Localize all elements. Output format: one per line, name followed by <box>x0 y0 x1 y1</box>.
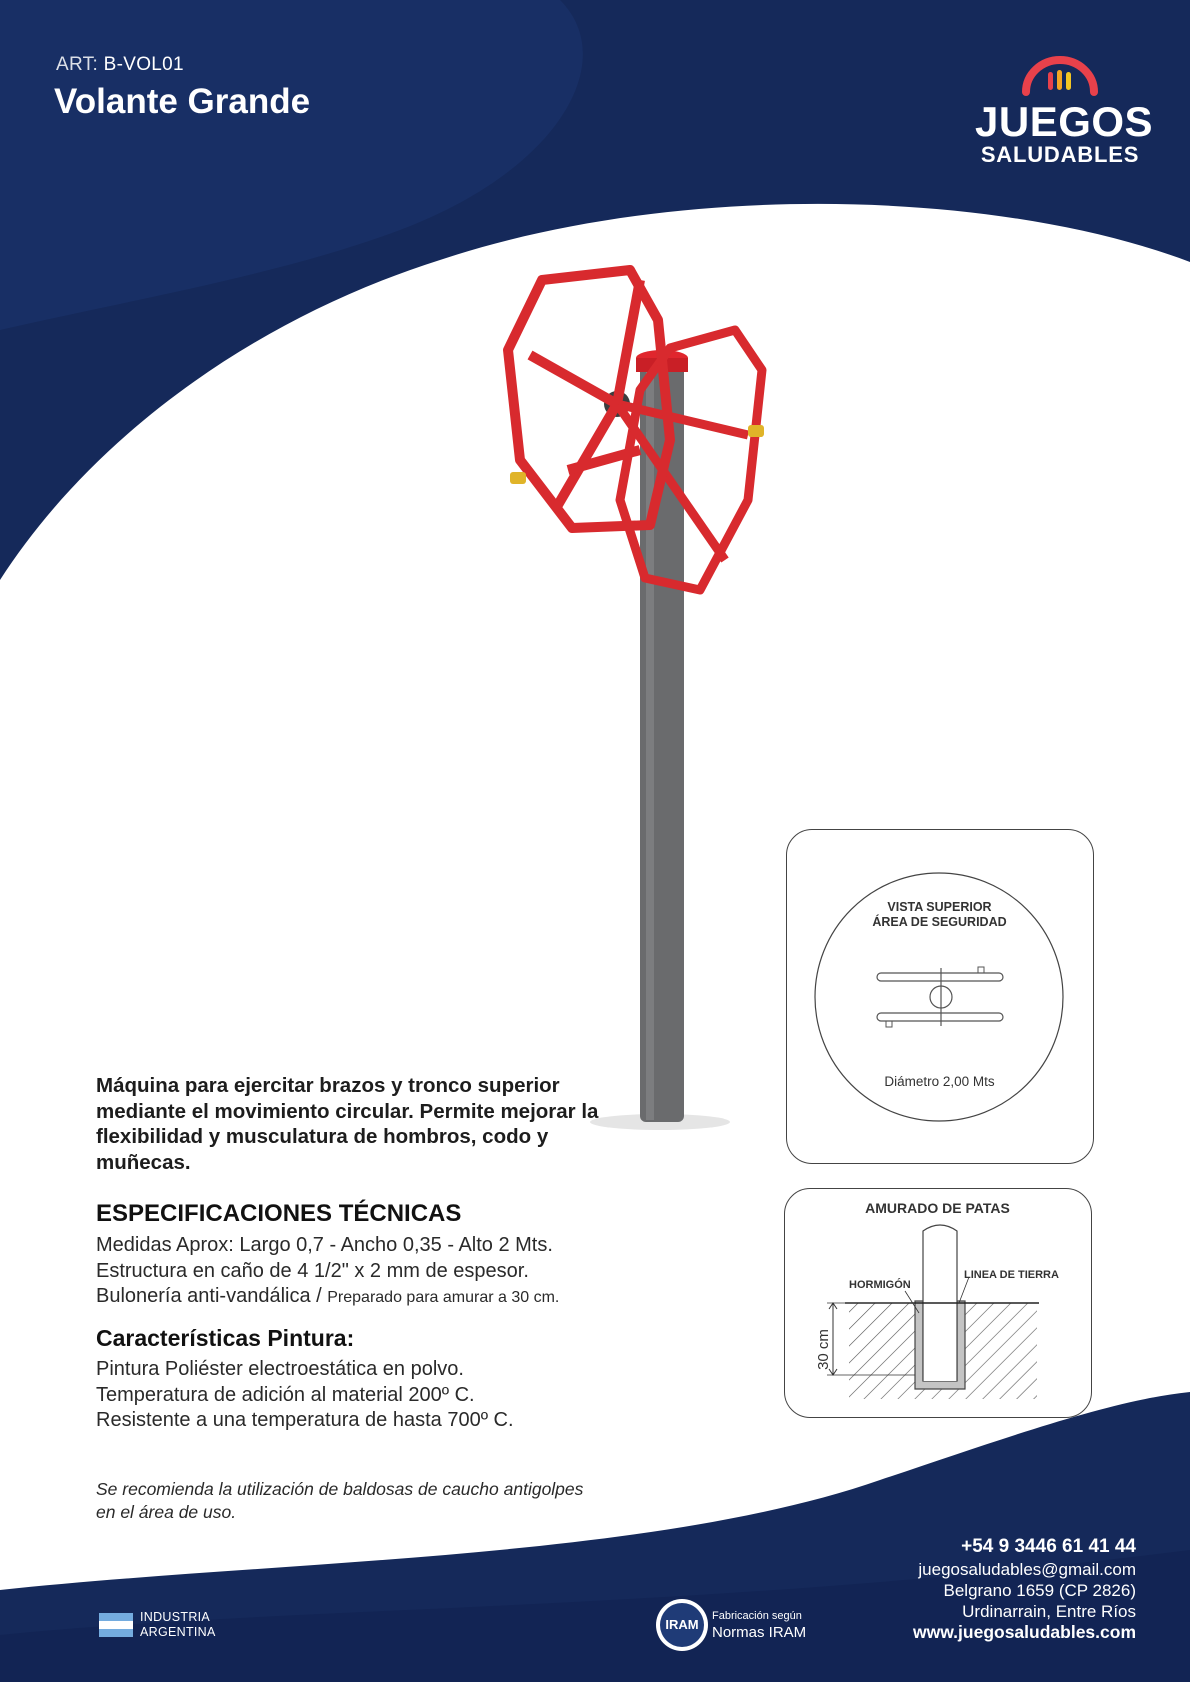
industria-line2: ARGENTINA <box>140 1625 216 1639</box>
paint-temperature: Temperatura de adición al material 200º C. <box>96 1383 475 1406</box>
logo-word-saludables: SALUDABLES <box>980 142 1140 167</box>
safety-title-line2: ÁREA DE SEGURIDAD <box>872 915 1007 929</box>
ground-line-label: LINEA DE TIERRA <box>964 1269 1059 1281</box>
paint-resistance: Resistente a una temperatura de hasta 700º C. <box>96 1409 514 1431</box>
foundation-title: AMURADO DE PATAS <box>865 1200 1010 1216</box>
contact-address-line2: Urdinarrain, Entre Ríos <box>962 1602 1136 1621</box>
pole-highlight <box>646 360 654 1120</box>
spec-hardware-note: Preparado para amurar a 30 cm. <box>327 1289 560 1306</box>
spec-dimensions: Medidas Aprox: Largo 0,7 - Ancho 0,35 - Alto 2 Mts. <box>96 1234 553 1256</box>
safety-area-box <box>786 829 1094 1164</box>
product-image <box>480 260 820 1140</box>
foundation-box <box>784 1188 1092 1418</box>
spec-structure: Estructura en caño de 4 1/2" x 2 mm de espesor. <box>96 1259 529 1282</box>
safety-area-title <box>787 900 1092 930</box>
safety-title-line1: VISTA SUPERIOR <box>887 900 992 914</box>
contact-website[interactable]: www.juegosaludables.com <box>912 1622 1136 1642</box>
contact-block <box>913 1535 1136 1643</box>
handle-left <box>510 472 526 484</box>
brand-logo <box>975 52 1154 172</box>
iram-logo-icon <box>656 1599 708 1651</box>
depth-label: 30 cm <box>814 1329 832 1370</box>
safety-area-diagram <box>787 830 1092 1162</box>
specs-heading: ESPECIFICACIONES TÉCNICAS <box>96 1200 462 1227</box>
logo-word-juegos: JUEGOS <box>975 98 1154 145</box>
spec-hardware-main: Bulonería anti-vandálica / <box>96 1285 328 1307</box>
iram-line1: Fabricación según <box>712 1610 802 1622</box>
foundation-diagram <box>785 1189 1090 1417</box>
paint-heading: Características Pintura: <box>96 1325 355 1351</box>
product-description: Máquina para ejercitar brazos y tronco superior mediante el movimiento circular. Permite mejorar la flexibilidad y musculatura de hombros, codo y muñecas. <box>96 1074 599 1174</box>
logo-arc-icon <box>1020 52 1100 96</box>
argentina-flag-icon <box>99 1613 133 1637</box>
recommendation-note: Se recomienda la utilización de baldosas de caucho antigolpes en el área de uso. <box>96 1479 584 1522</box>
article-code-value: B-VOL01 <box>103 54 184 75</box>
iram-line2: Normas IRAM <box>712 1624 807 1641</box>
contact-email[interactable]: juegosaludables@gmail.com <box>918 1560 1136 1579</box>
concrete-label: HORMIGÓN <box>849 1279 911 1291</box>
handle-right <box>748 425 764 437</box>
contact-address-line1: Belgrano 1659 (CP 2826) <box>943 1581 1136 1600</box>
paint-type: Pintura Poliéster electroestática en polvo. <box>96 1358 464 1380</box>
paint-list <box>96 1357 514 1434</box>
article-code <box>56 54 184 76</box>
article-code-label: ART: <box>56 54 99 75</box>
industria-text <box>140 1610 216 1640</box>
product-title: Volante Grande <box>54 82 311 121</box>
contact-phone[interactable]: +54 9 3446 61 41 44 <box>961 1536 1136 1557</box>
specs-list <box>96 1233 559 1311</box>
spec-hardware <box>96 1284 559 1311</box>
iram-logo-text: IRAM <box>660 1603 704 1647</box>
safety-diameter: Diámetro 2,00 Mts <box>884 1074 995 1089</box>
industria-line1: INDUSTRIA <box>140 1610 211 1624</box>
